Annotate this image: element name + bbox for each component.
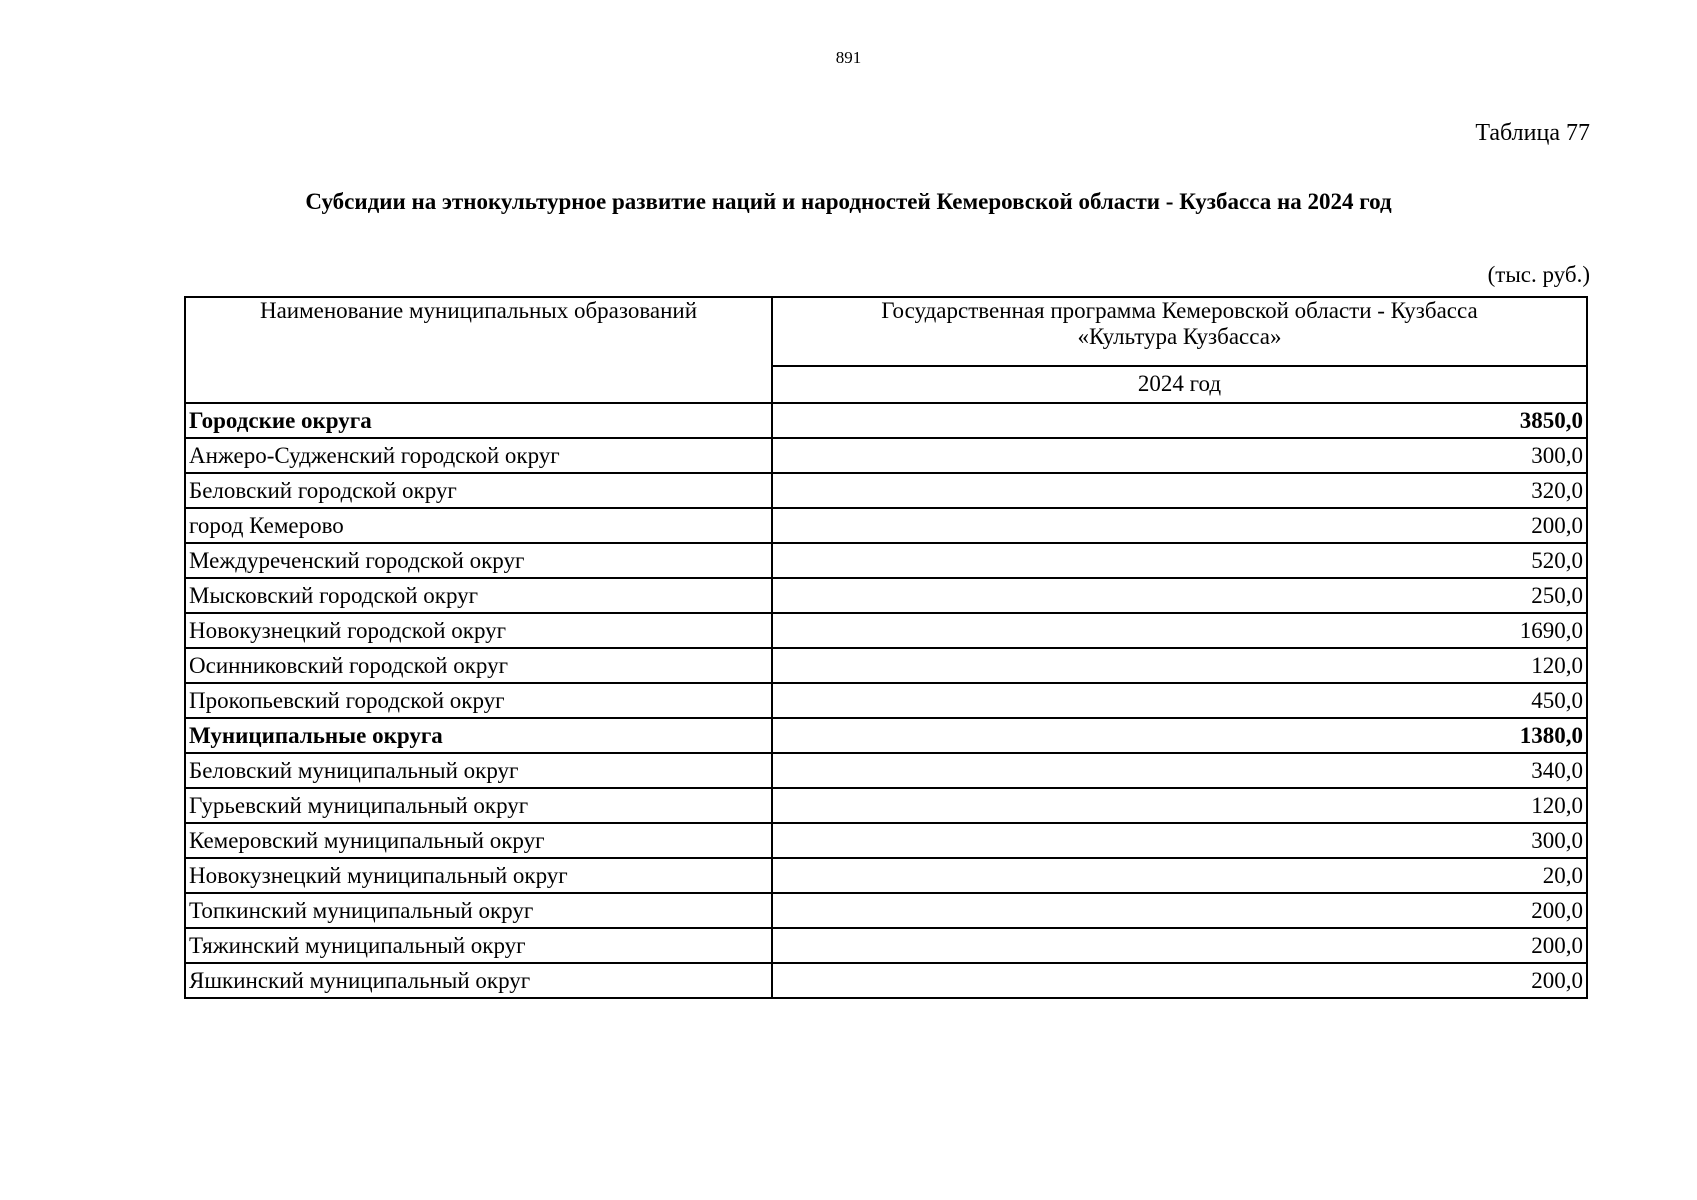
subsidy-value: 300,0 xyxy=(772,438,1587,473)
municipality-name: Муниципальные округа xyxy=(185,718,772,753)
table-row xyxy=(185,788,1587,823)
table-row xyxy=(185,508,1587,543)
subsidy-value: 340,0 xyxy=(772,753,1587,788)
table-row xyxy=(185,823,1587,858)
table-row xyxy=(185,473,1587,508)
header-program xyxy=(772,297,1587,366)
municipality-name: Кемеровский муниципальный округ xyxy=(185,823,772,858)
subsidy-value: 200,0 xyxy=(772,508,1587,543)
subsidy-value: 120,0 xyxy=(772,648,1587,683)
subsidy-value: 450,0 xyxy=(772,683,1587,718)
table-row xyxy=(185,858,1587,893)
subsidy-value: 20,0 xyxy=(772,858,1587,893)
subsidy-value: 120,0 xyxy=(772,788,1587,823)
subsidy-value: 200,0 xyxy=(772,893,1587,928)
municipality-name: Яшкинский муниципальный округ xyxy=(185,963,772,998)
header-year: 2024 год xyxy=(772,366,1587,403)
municipality-name: Осинниковский городской округ xyxy=(185,648,772,683)
table-row xyxy=(185,893,1587,928)
table-row xyxy=(185,578,1587,613)
municipality-name: Тяжинский муниципальный округ xyxy=(185,928,772,963)
table-label: Таблица 77 xyxy=(1475,120,1590,146)
subsidy-value: 1380,0 xyxy=(772,718,1587,753)
subsidies-table xyxy=(184,296,1588,999)
subsidy-value: 200,0 xyxy=(772,963,1587,998)
table-row xyxy=(185,543,1587,578)
municipality-name: Топкинский муниципальный округ xyxy=(185,893,772,928)
table-row xyxy=(185,683,1587,718)
header-program-line1: Государственная программа Кемеровской области - Кузбасса xyxy=(881,298,1478,323)
document-title: Субсидии на этнокультурное развитие наций и народностей Кемеровской области - Кузбасса на 2024 год xyxy=(305,189,1392,214)
table-group-row xyxy=(185,718,1587,753)
subsidy-value: 200,0 xyxy=(772,928,1587,963)
table-group-row xyxy=(185,403,1587,438)
header-municipality-name: Наименование муниципальных образований xyxy=(185,297,772,403)
table-row xyxy=(185,648,1587,683)
municipality-name: Городские округа xyxy=(185,403,772,438)
municipality-name: Междуреченский городской округ xyxy=(185,543,772,578)
subsidy-value: 1690,0 xyxy=(772,613,1587,648)
table-row xyxy=(185,963,1587,998)
table-row xyxy=(185,613,1587,648)
table-body xyxy=(185,403,1587,998)
municipality-name: Прокопьевский городской округ xyxy=(185,683,772,718)
units-label: (тыс. руб.) xyxy=(1487,262,1590,287)
subsidy-value: 3850,0 xyxy=(772,403,1587,438)
municipality-name: Новокузнецкий городской округ xyxy=(185,613,772,648)
header-program-line2: «Культура Кузбасса» xyxy=(1077,324,1282,349)
subsidy-value: 250,0 xyxy=(772,578,1587,613)
municipality-name: Гурьевский муниципальный округ xyxy=(185,788,772,823)
table-row xyxy=(185,438,1587,473)
table-row xyxy=(185,928,1587,963)
subsidy-value: 520,0 xyxy=(772,543,1587,578)
municipality-name: Беловский городской округ xyxy=(185,473,772,508)
table-header xyxy=(185,297,1587,403)
municipality-name: Новокузнецкий муниципальный округ xyxy=(185,858,772,893)
municipality-name: Анжеро-Судженский городской округ xyxy=(185,438,772,473)
page-number: 891 xyxy=(835,48,862,67)
table-row xyxy=(185,753,1587,788)
subsidy-value: 320,0 xyxy=(772,473,1587,508)
municipality-name: город Кемерово xyxy=(185,508,772,543)
municipality-name: Беловский муниципальный округ xyxy=(185,753,772,788)
municipality-name: Мысковский городской округ xyxy=(185,578,772,613)
subsidy-value: 300,0 xyxy=(772,823,1587,858)
